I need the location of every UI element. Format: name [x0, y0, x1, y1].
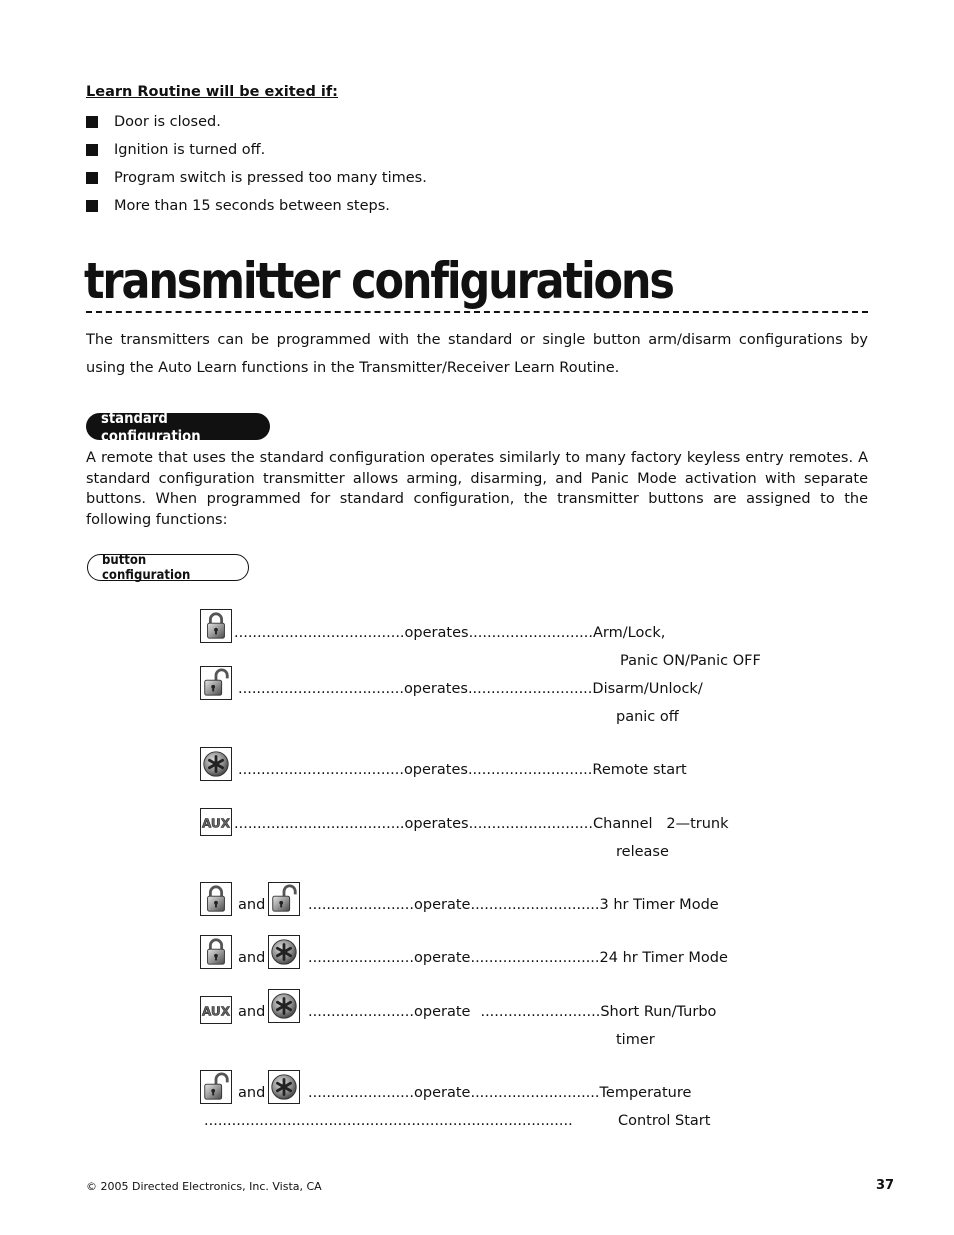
row-result: Control Start [618, 1113, 711, 1129]
dot-leader: ....................... [308, 1085, 415, 1101]
star-icon [268, 989, 300, 1023]
lock-icon [200, 882, 232, 916]
list-item-text: Ignition is turned off. [114, 142, 266, 158]
row-verb: operates [403, 681, 468, 697]
list-item-text: Door is closed. [114, 114, 221, 130]
button-configuration-label [87, 554, 249, 581]
star-icon [268, 1070, 300, 1104]
star-icon [200, 747, 232, 781]
config-row-continued [204, 1111, 710, 1131]
dot-leader: ........................... [467, 762, 593, 778]
row-result-continued: panic off [616, 709, 679, 725]
list-item-text: More than 15 seconds between steps. [114, 198, 390, 214]
dot-leader: ..................................... [234, 816, 405, 832]
config-row [238, 760, 687, 780]
footer-copyright: © 2005 Directed Electronics, Inc. Vista, CA [86, 1180, 322, 1193]
aux-icon-text: AUX [201, 816, 231, 831]
row-verb: operate [414, 1004, 471, 1020]
row-verb: operates [404, 816, 469, 832]
bullet-icon [86, 200, 98, 212]
dot-leader: .................................... [238, 762, 404, 778]
dot-leader: ..................................... [234, 625, 405, 641]
row-result: Short Run/Turbo [600, 1004, 717, 1020]
row-result: 3 hr Timer Mode [599, 897, 719, 913]
row-result: Remote start [592, 762, 687, 778]
list-item [86, 196, 390, 216]
config-row [234, 623, 665, 643]
dot-leader: ........................... [468, 816, 594, 832]
config-row [238, 679, 703, 699]
dot-leader: ....................... [308, 1004, 415, 1020]
section-title: transmitter configurations [84, 252, 673, 310]
bullet-icon [86, 144, 98, 156]
lock-icon [200, 609, 232, 643]
bullet-icon [86, 172, 98, 184]
unlock-icon [268, 882, 300, 916]
dot-leader: .......................... [480, 1004, 601, 1020]
aux-icon [200, 996, 232, 1024]
list-item [86, 140, 265, 160]
aux-icon-text: AUX [201, 1004, 231, 1019]
list-item [86, 168, 427, 188]
unlock-icon [200, 666, 232, 700]
dot-leader: ........................... [468, 625, 594, 641]
row-result: Temperature [599, 1085, 692, 1101]
and-text: and [238, 897, 266, 913]
list-item-text: Program switch is pressed too many times. [114, 170, 427, 186]
standard-configuration-label [86, 408, 270, 445]
row-verb: operate [414, 950, 471, 966]
row-verb: operates [404, 625, 469, 641]
row-result-continued: release [616, 844, 669, 860]
button-configuration-text: button configuration [102, 552, 191, 583]
dot-leader: ............................ [470, 897, 600, 913]
config-row [308, 895, 719, 915]
config-row [308, 1083, 691, 1103]
row-verb: operate [414, 1085, 471, 1101]
and-text: and [238, 950, 266, 966]
dot-leader: ....................... [308, 897, 415, 913]
star-icon [268, 935, 300, 969]
standard-configuration-text: standard configuration [101, 408, 201, 445]
row-verb: operates [403, 762, 468, 778]
dot-leader: ................................................................................ [204, 1113, 573, 1129]
lock-icon [200, 935, 232, 969]
page-number: 37 [876, 1178, 895, 1193]
learn-exit-heading: Learn Routine will be exited if: [86, 84, 338, 100]
dot-leader: ............................ [470, 1085, 600, 1101]
row-result-continued: Panic ON/Panic OFF [620, 653, 761, 669]
and-text: and [238, 1085, 266, 1101]
standard-paragraph: A remote that uses the standard configuration operates similarly to many factory keyless entry remotes. A standard configuration transmitter allows arming, disarming, and Panic Mode activation with separate buttons. When programmed for standard configuration, the transmitter buttons are assigned to the following functions: [86, 450, 868, 528]
row-result: Channel 2—trunk [593, 816, 729, 832]
aux-icon [200, 808, 232, 836]
and-text: and [238, 1004, 266, 1020]
bullet-icon [86, 116, 98, 128]
config-row [308, 948, 728, 968]
row-result: Disarm/Unlock/ [592, 681, 703, 697]
intro-paragraph: The transmitters can be programmed with the standard or single button arm/disarm configurations by using the Auto Learn functions in the Transmitter/Receiver Learn Routine. [86, 332, 868, 376]
list-item [86, 112, 221, 132]
title-divider [86, 311, 868, 313]
dot-leader: .................................... [238, 681, 404, 697]
dot-leader: ........................... [467, 681, 593, 697]
dot-leader: ............................ [470, 950, 600, 966]
unlock-icon [200, 1070, 232, 1104]
row-result-continued: timer [616, 1032, 655, 1048]
row-result: 24 hr Timer Mode [599, 950, 728, 966]
config-row [234, 814, 729, 834]
row-result: Arm/Lock, [593, 625, 666, 641]
config-row [308, 1002, 716, 1022]
dot-leader: ....................... [308, 950, 415, 966]
row-verb: operate [414, 897, 471, 913]
